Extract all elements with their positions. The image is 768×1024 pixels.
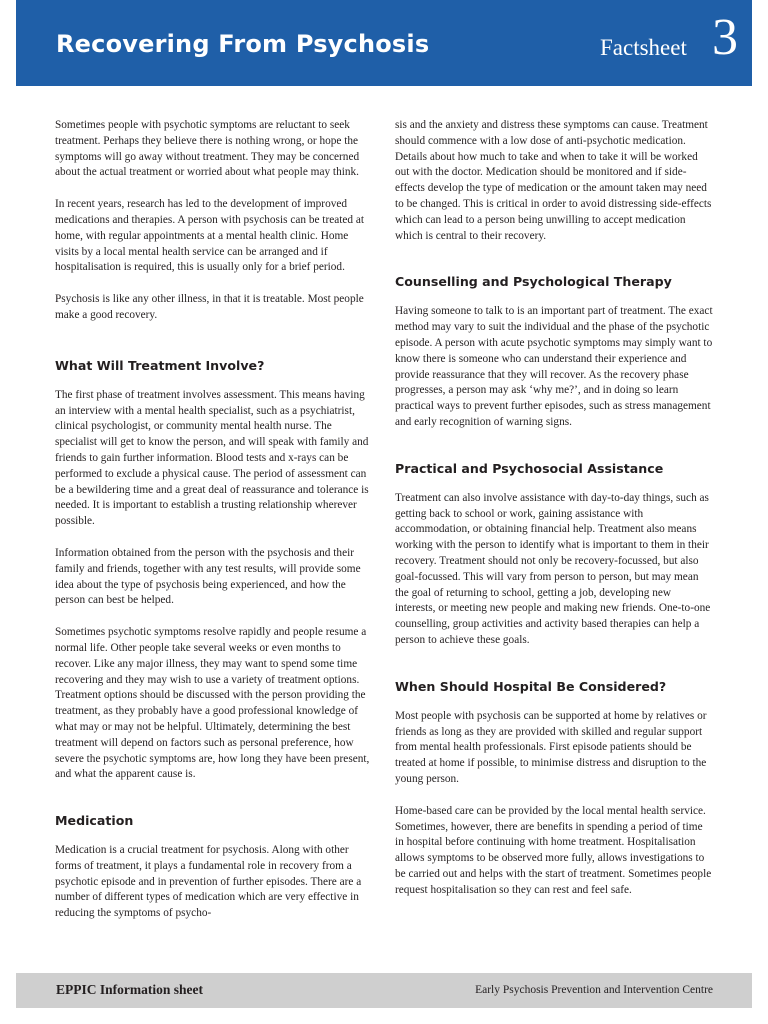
- left-column: [55, 118, 373, 938]
- medication-paragraph: Medication is a crucial treatment for psychosis. Along with other forms of treatment, it plays a fundamental role in recovery from a psychotic episode and in prevention of further episodes. There are a number of different types of medication which are very effective in reducing the symptoms of psycho-: [55, 844, 362, 920]
- treatment-paragraph-1: The first phase of treatment involves assessment. This means having an interview with a mental health specialist, such as a psychiatrist, clinical psychologist, or community mental health nurse. The specialist will get to know the person, and will speak with family and friends to gain further information. Blood tests and x-rays can be performed to exclude a physical cause. The period of assessment can be a bewildering time and a great deal of reassurance and tolerance is needed. It is important to establish a trusting relationship wherever possible.: [55, 388, 369, 528]
- footer-bar: [16, 973, 752, 1008]
- heading-practical: Practical and Psychosocial Assistance: [395, 460, 664, 476]
- footer-title: EPPIC Information sheet: [56, 982, 203, 997]
- factsheet-number: 3: [712, 9, 738, 66]
- treatment-paragraph-2: Information obtained from the person with the psychosis and their family and friends, together with any test results, will provide some idea about the type of psychosis being experienced, and how the person can best be helped.: [55, 546, 361, 607]
- header-banner: [16, 0, 752, 86]
- hospital-paragraph-2: Home-based care can be provided by the local mental health service. Sometimes, however, there are benefits in spending a period of time in hospital before continuing with home treatment. Hospitalisation allows symptoms to be observed more fully, allows investigations to be carried out and helps with the start of treatment. Sometimes people request hospitalisation so they can rest and feel safe.: [395, 804, 712, 896]
- heading-medication: Medication: [55, 813, 134, 829]
- right-column: [395, 118, 713, 914]
- heading-counselling: Counselling and Psychological Therapy: [395, 274, 672, 290]
- footer-organisation: Early Psychosis Prevention and Intervention Centre: [475, 984, 713, 996]
- hospital-paragraph-1: Most people with psychosis can be supported at home by relatives or friends as long as they are provided with skilled and regular support from mental health professionals. First episode patients should be treated at home if possible, to minimise distress and disruption to the young person.: [395, 709, 707, 785]
- treatment-paragraph-3: Sometimes psychotic symptoms resolve rapidly and people resume a normal life. Other people take several weeks or even months to recover. Like any major illness, they may want to spend some time recovering and they may wish to use a variety of treatment options. Treatment options should be discussed with the person providing the treatment, as they probably have a good professional knowledge of what may or may not be helpful. Ultimately, determining the best treatment will depend on factors such as personal preference, how severe the psychotic symptoms are, how long they have been present, and what the apparent cause is.: [55, 626, 370, 781]
- intro-paragraph-2: In recent years, research has led to the development of improved medications and therapies. A person with psychosis can be treated at home, with regular appointments at a mental health clinic. Home visits by a local mental health service can be arranged and if hospitalisation is required, this is usually only for a brief period.: [55, 198, 365, 274]
- intro-paragraph-1: Sometimes people with psychotic symptoms are reluctant to seek treatment. Perhaps they believe there is nothing wrong, or hope the symptoms will go away without treatment. They may be concerned about the actual treatment or worried about what people may think.: [55, 119, 360, 179]
- intro-paragraph-3: Psychosis is like any other illness, in that it is treatable. Most people make a good recovery.: [55, 293, 364, 321]
- heading-hospital: When Should Hospital Be Considered?: [395, 678, 667, 694]
- practical-paragraph: Treatment can also involve assistance with day-to-day things, such as getting back to school or work, gaining assistance with accommodation, or obtaining financial help. Treatment also means working with the person to identify what is important to them in their recovery. Treatment should not only be recovery-focussed, but also goal-focussed. This will vary from person to person, but may mean the goal of returning to school, getting a job, developing new interests, or meeting new people and making new friends. One-to-one counselling, group activities and activity based therapies can help a person to achieve these goals.: [395, 491, 711, 646]
- medication-continued-paragraph: sis and the anxiety and distress these symptoms can cause. Treatment should commence with a low dose of anti-psychotic medication. Details about how much to take and when to take it will be worked out with the doctor. Medication should be monitored and if side-effects develop the type of medication or the amount taken may need to be changed. This is critical in order to avoid distressing side-effects which can lead to a person being unwilling to accept medication which is central to their recovery.: [395, 119, 712, 242]
- heading-treatment: What Will Treatment Involve?: [55, 357, 265, 373]
- counselling-paragraph: Having someone to talk to is an important part of treatment. The exact method may vary to suit the individual and the phase of the psychotic episode. A person with acute psychotic symptoms may simply want to know there is someone who can understand their experience and provide reassurance that they will recover. As the recovery phase progresses, a person may ask ‘why me?’, and in doing so learn practical ways to prevent further episodes, such as stress management and early recognition of warning signs.: [395, 305, 713, 428]
- factsheet-label: Factsheet: [600, 35, 687, 60]
- page-title: Recovering From Psychosis: [56, 30, 430, 58]
